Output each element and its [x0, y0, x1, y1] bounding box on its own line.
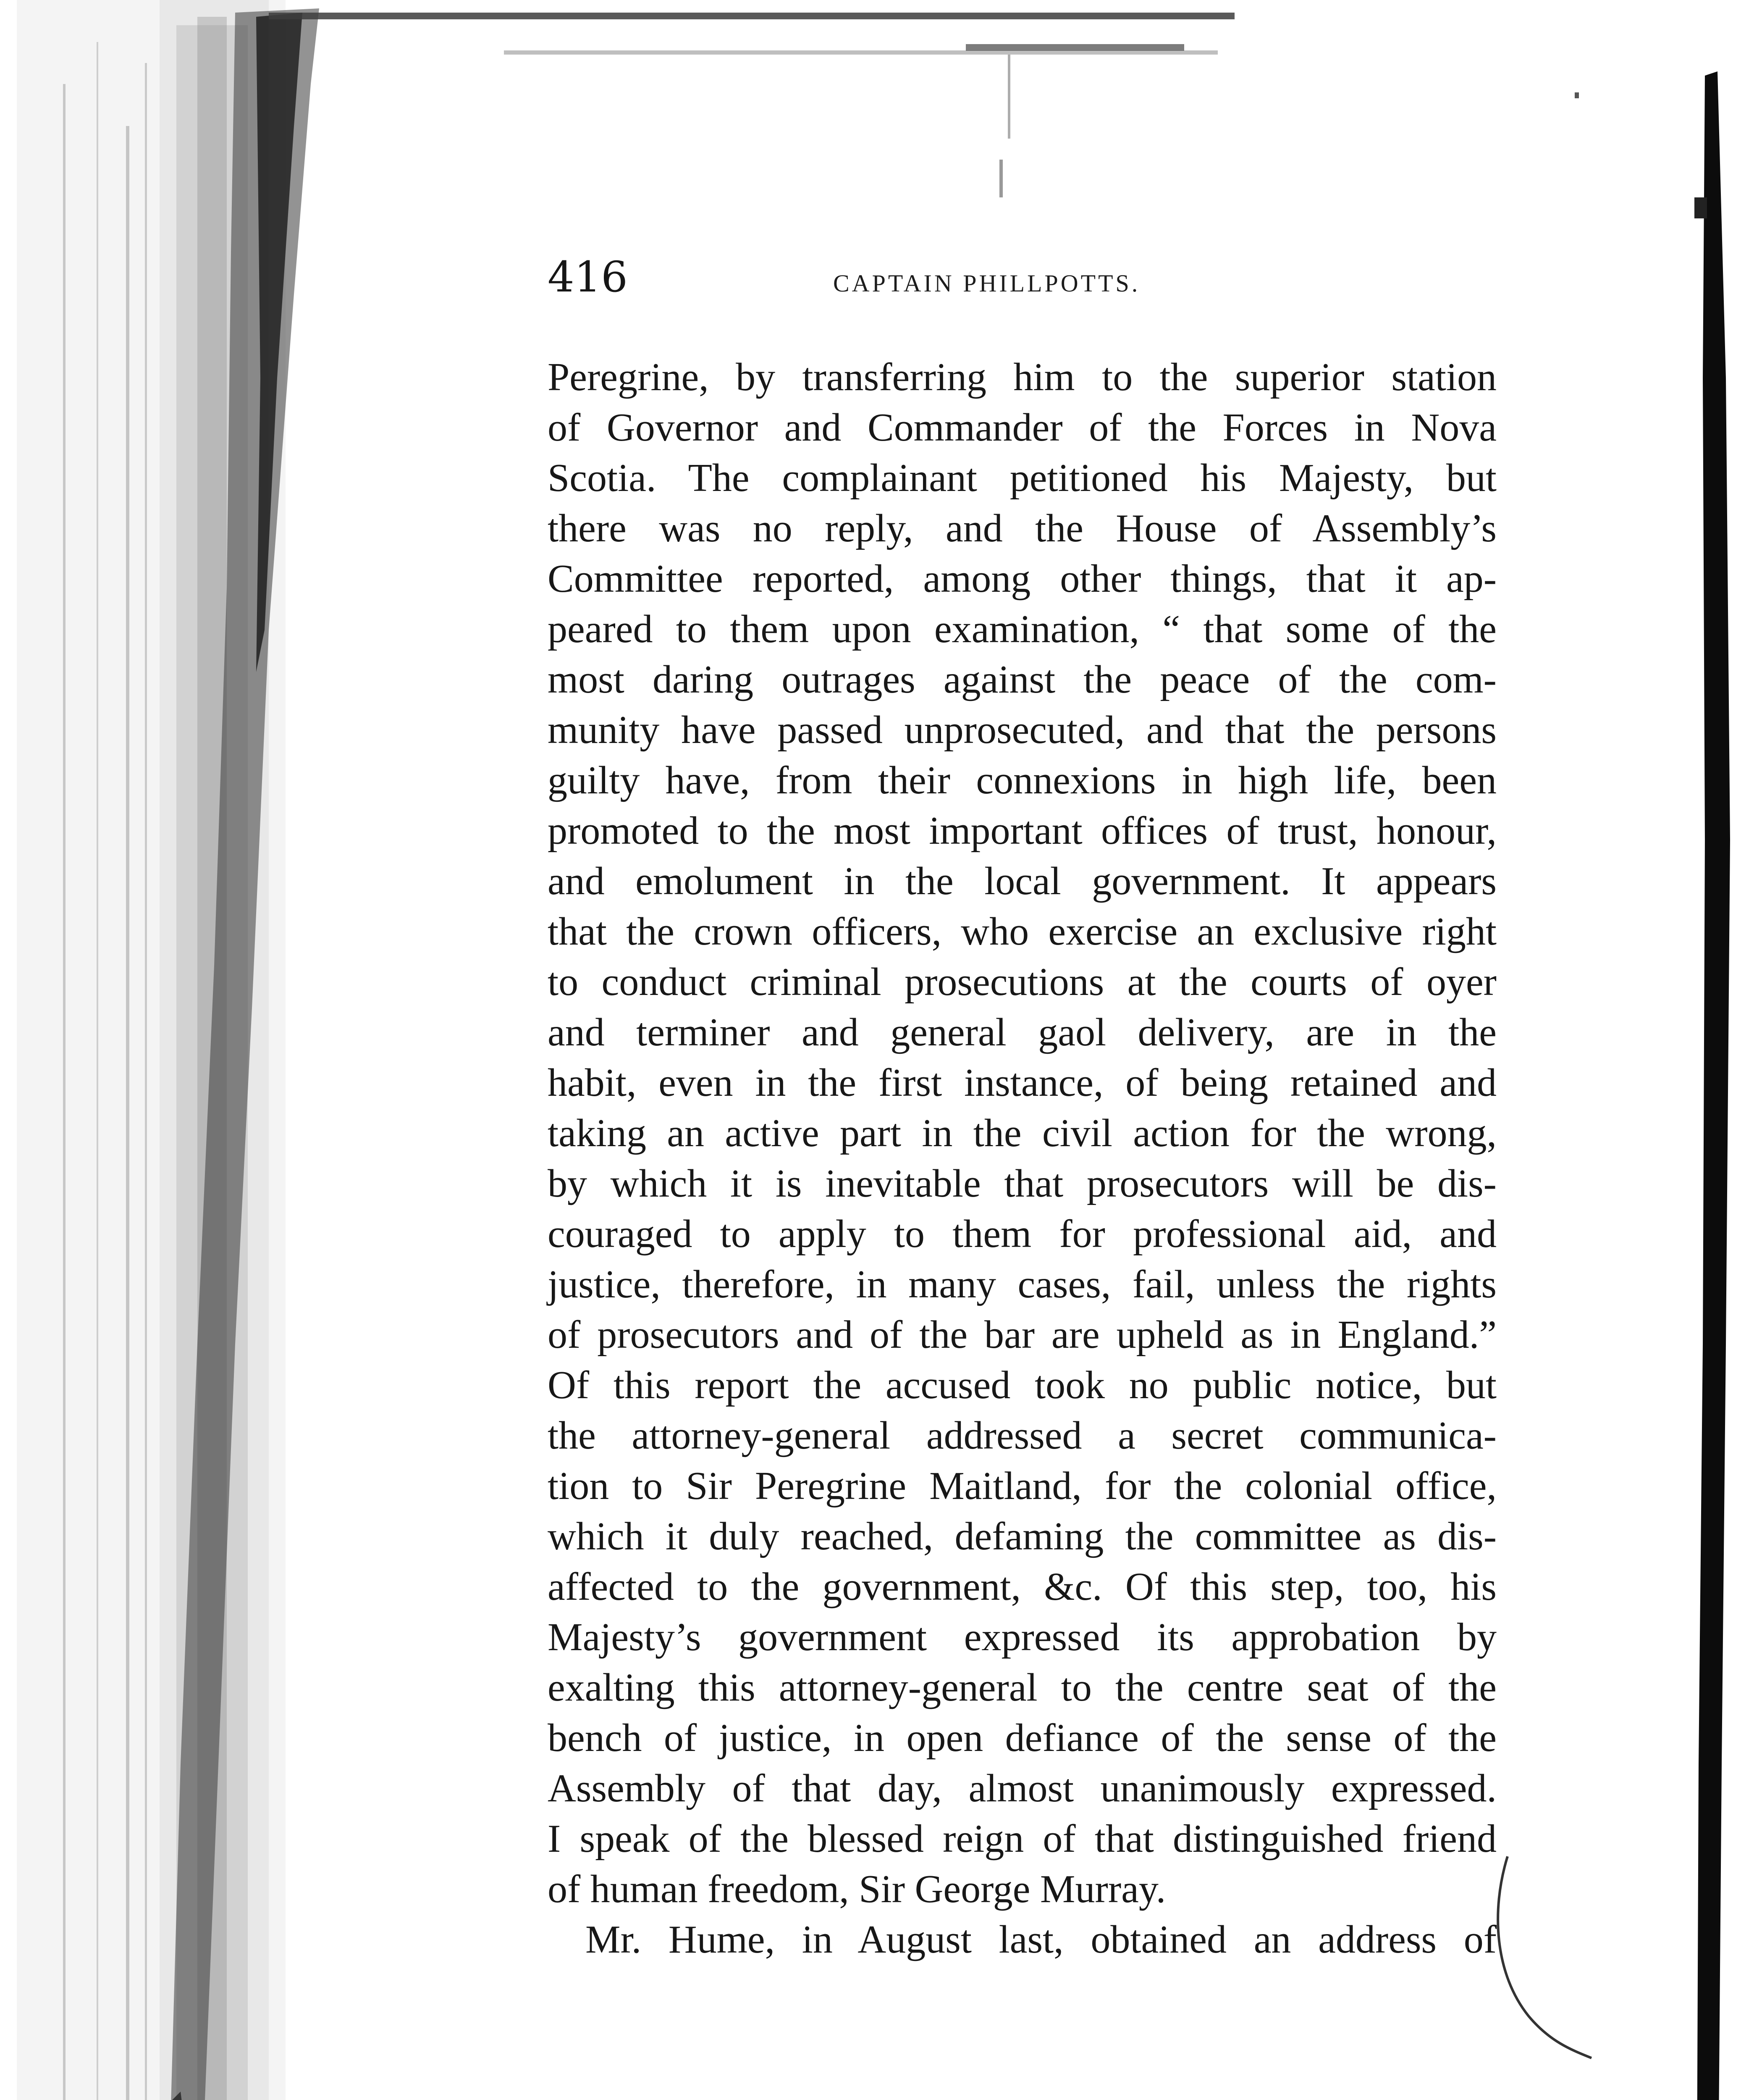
top-edge-rule: [269, 13, 1235, 139]
text-line: affected to the government, &c. Of this step, too, his: [548, 1565, 1497, 1609]
text-line: habit, even in the first instance, of being retained and: [548, 1061, 1497, 1105]
text-line: there was no reply, and the House of Assembly’s: [548, 507, 1497, 550]
body-text: [548, 352, 1497, 1965]
text-line: couraged to apply to them for professional aid, and: [548, 1212, 1497, 1256]
text-line: by which it is inevitable that prosecutors will be dis-: [548, 1162, 1497, 1205]
text-line: of Governor and Commander of the Forces in Nova: [548, 406, 1497, 449]
text-line: Peregrine, by transferring him to the superior station: [548, 355, 1497, 399]
text-line: of human freedom, Sir George Murray.: [548, 1867, 1166, 1911]
text-line: Majesty’s government expressed its approbation by: [548, 1615, 1497, 1659]
text-line: bench of justice, in open defiance of the sense of the: [548, 1716, 1497, 1760]
text-line: and emolument in the local government. It appears: [548, 859, 1497, 903]
margin-curve: [1498, 1856, 1592, 2058]
page-header: [548, 252, 1497, 311]
binding-shadow: [17, 0, 319, 2100]
text-line: peared to them upon examination, “ that some of the: [548, 607, 1497, 651]
text-line: Of this report the accused took no public notice, but: [548, 1363, 1497, 1407]
text-line: I speak of the blessed reign of that distinguished friend: [548, 1817, 1497, 1861]
text-line: promoted to the most important offices of trust, honour,: [548, 809, 1497, 853]
text-line: the attorney-general addressed a secret communica-: [548, 1414, 1497, 1457]
text-line: most daring outrages against the peace of the com-: [548, 658, 1497, 701]
text-line: and terminer and general gaol delivery, are in the: [548, 1011, 1497, 1054]
text-line: Committee reported, among other things, that it ap-: [548, 557, 1497, 601]
text-line: tion to Sir Peregrine Maitland, for the colonial office,: [548, 1464, 1497, 1508]
right-edge-bar: [1694, 71, 1730, 2100]
text-line: justice, therefore, in many cases, fail, unless the rights: [548, 1263, 1497, 1306]
text-line: of prosecutors and of the bar are upheld as in England.”: [548, 1313, 1497, 1357]
text-line: guilty have, from their connexions in high life, been: [548, 759, 1497, 802]
text-line: taking an active part in the civil action for the wrong,: [548, 1111, 1497, 1155]
text-line: Mr. Hume, in August last, obtained an address of: [585, 1918, 1497, 1961]
text-line: munity have passed unprosecuted, and that the persons: [548, 708, 1497, 752]
text-line: which it duly reached, defaming the committee as dis-: [548, 1515, 1497, 1558]
page-number: 416: [548, 252, 628, 302]
text-line: Scotia. The complainant petitioned his Majesty, but: [548, 456, 1497, 500]
text-line: Assembly of that day, almost unanimously expressed.: [548, 1767, 1497, 1810]
running-head: CAPTAIN PHILLPOTTS.: [833, 270, 1141, 297]
text-line: that the crown officers, who exercise an exclusive right: [548, 910, 1497, 953]
text-line: exalting this attorney-general to the centre seat of the: [548, 1666, 1497, 1709]
text-line: to conduct criminal prosecutions at the courts of oyer: [548, 960, 1497, 1004]
